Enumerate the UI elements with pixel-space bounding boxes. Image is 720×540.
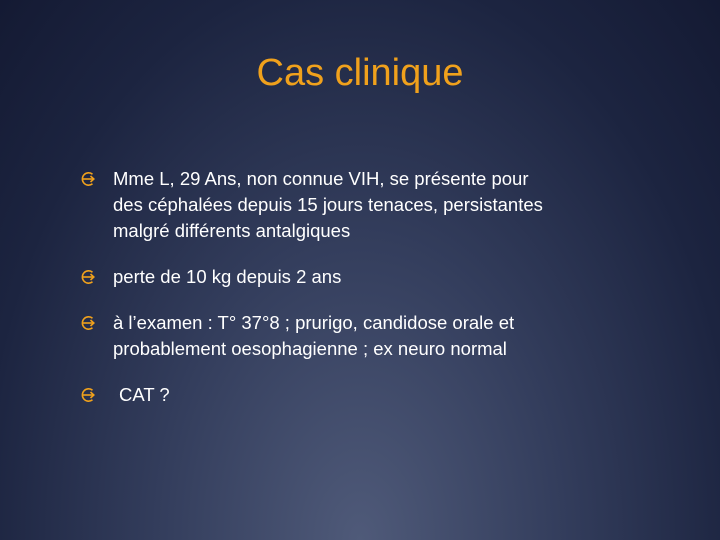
bullet-text-line: probablement oesophagienne ; ex neuro normal [113,338,507,359]
list-item [78,264,678,290]
bullet-text-line: des céphalées depuis 15 jours tenaces, persistantes [113,194,543,215]
slide-title: Cas clinique [256,52,464,94]
circled-arrow-right-icon [78,382,98,408]
circled-arrow-right-icon [78,264,98,290]
list-item [78,310,678,362]
circled-arrow-right-icon [78,166,98,192]
bullet-list [78,166,678,428]
list-item [78,166,678,244]
bullet-text-line: malgré différents antalgiques [113,220,351,241]
circled-arrow-right-icon [78,310,98,336]
bullet-text-line: Mme L, 29 Ans, non connue VIH, se présente pour [113,168,529,189]
bullet-text-line: perte de 10 kg depuis 2 ans [113,266,342,287]
bullet-text-line: à l’examen : T° 37°8 ; prurigo, candidose orale et [113,312,515,333]
list-item [78,382,678,408]
bullet-text-line: CAT ? [119,384,170,405]
